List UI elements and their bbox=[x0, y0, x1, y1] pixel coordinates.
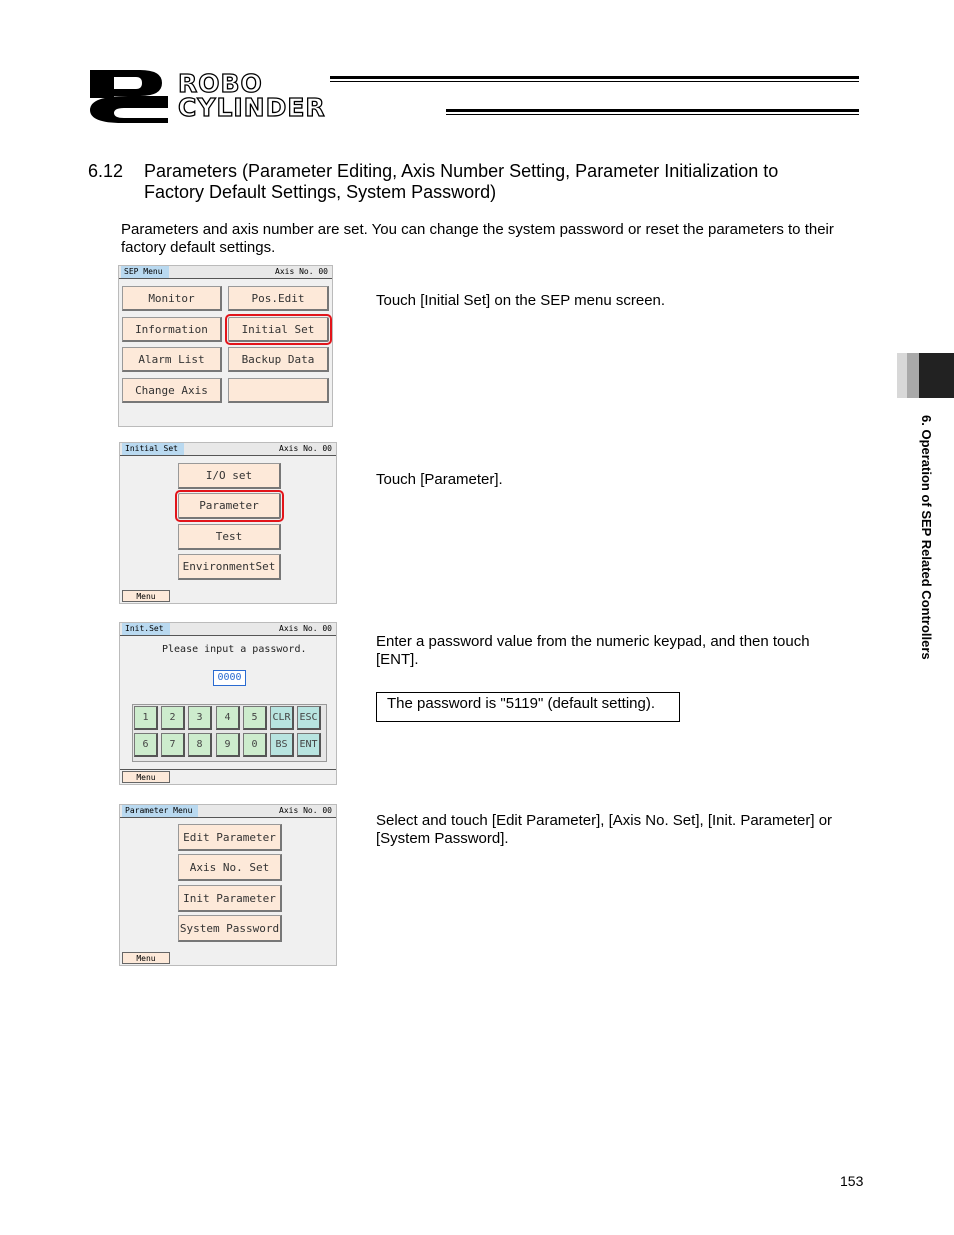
key-clr[interactable]: CLR bbox=[270, 706, 294, 730]
initial-set-screen bbox=[119, 442, 337, 604]
key-1[interactable]: 1 bbox=[134, 706, 158, 730]
key-2[interactable]: 2 bbox=[161, 706, 185, 730]
axis-number: Axis No. 00 bbox=[275, 267, 328, 276]
axis-number: Axis No. 00 bbox=[279, 806, 332, 815]
key-3[interactable]: 3 bbox=[188, 706, 212, 730]
header-rule-thin bbox=[330, 81, 859, 82]
menu-button[interactable]: Menu bbox=[122, 771, 170, 783]
key-8[interactable]: 8 bbox=[188, 733, 212, 757]
header-rule-lower bbox=[446, 109, 859, 112]
step2-text: Touch [Parameter]. bbox=[376, 471, 503, 488]
key-bs[interactable]: BS bbox=[270, 733, 294, 757]
screen-titlebar bbox=[120, 805, 336, 818]
section-number: 6.12 bbox=[88, 161, 124, 181]
intro-line2: factory default settings. bbox=[121, 239, 276, 256]
side-tab-block bbox=[919, 353, 954, 398]
screen-title: Init.Set bbox=[122, 623, 170, 635]
step3-text-line1: Enter a password value from the numeric keypad, and then touch bbox=[376, 633, 810, 650]
screen-title: Initial Set bbox=[122, 443, 184, 455]
screen-title: Parameter Menu bbox=[122, 805, 198, 817]
section-title-line1: Parameters (Parameter Editing, Axis Number Setting, Parameter Initialization to bbox=[144, 161, 779, 181]
sep-menu-screen bbox=[118, 265, 333, 427]
change-axis-button[interactable]: Change Axis bbox=[122, 378, 222, 403]
information-button[interactable]: Information bbox=[122, 317, 222, 342]
pos-edit-button[interactable]: Pos.Edit bbox=[228, 286, 329, 311]
step1-text: Touch [Initial Set] on the SEP menu screen. bbox=[376, 292, 666, 309]
side-tab-label: 6. Operation of SEP Related Controllers bbox=[919, 415, 934, 660]
parameter-button[interactable]: Parameter bbox=[178, 493, 281, 519]
password-note: The password is "5119" (default setting). bbox=[376, 692, 680, 722]
robo-cylinder-logo bbox=[88, 68, 170, 129]
backup-data-button[interactable]: Backup Data bbox=[228, 347, 329, 372]
section-title-line2: Factory Default Settings, System Password) bbox=[144, 182, 497, 202]
screen-divider bbox=[120, 769, 336, 770]
environment-set-button[interactable]: EnvironmentSet bbox=[178, 554, 281, 580]
key-7[interactable]: 7 bbox=[161, 733, 185, 757]
io-set-button[interactable]: I/O set bbox=[178, 463, 281, 489]
axis-number: Axis No. 00 bbox=[279, 624, 332, 633]
key-4[interactable]: 4 bbox=[216, 706, 240, 730]
key-0[interactable]: 0 bbox=[243, 733, 267, 757]
axis-no-set-button[interactable]: Axis No. Set bbox=[178, 854, 282, 881]
header-rule bbox=[330, 76, 859, 79]
password-screen bbox=[119, 622, 337, 785]
edit-parameter-button[interactable]: Edit Parameter bbox=[178, 824, 282, 851]
axis-number: Axis No. 00 bbox=[279, 444, 332, 453]
init-parameter-button[interactable]: Init Parameter bbox=[178, 885, 282, 912]
monitor-button[interactable]: Monitor bbox=[122, 286, 222, 311]
initial-set-button[interactable]: Initial Set bbox=[228, 317, 329, 342]
key-esc[interactable]: ESC bbox=[297, 706, 321, 730]
step4-text-line1: Select and touch [Edit Parameter], [Axis No. Set], [Init. Parameter] or bbox=[376, 812, 833, 829]
intro-line1: Parameters and axis number are set. You can change the system password or reset the parameters to their bbox=[121, 221, 834, 238]
password-field[interactable]: 0000 bbox=[213, 670, 246, 686]
menu-button[interactable]: Menu bbox=[122, 952, 170, 964]
header-rule-lower-thin bbox=[446, 114, 859, 115]
menu-button[interactable]: Menu bbox=[122, 590, 170, 602]
key-5[interactable]: 5 bbox=[243, 706, 267, 730]
key-9[interactable]: 9 bbox=[216, 733, 240, 757]
rc-logo-icon bbox=[88, 68, 170, 124]
screen-titlebar bbox=[119, 266, 332, 279]
key-ent[interactable]: ENT bbox=[297, 733, 321, 757]
side-tab-stripe bbox=[907, 353, 919, 398]
empty-button[interactable] bbox=[228, 378, 329, 403]
step3-text-line2: [ENT]. bbox=[376, 651, 419, 668]
page-number: 153 bbox=[840, 1173, 864, 1189]
logo-word-cylinder: CYLINDER bbox=[178, 93, 326, 122]
screen-title: SEP Menu bbox=[121, 266, 169, 278]
password-prompt: Please input a password. bbox=[162, 644, 307, 655]
system-password-button[interactable]: System Password bbox=[178, 915, 282, 942]
screen-titlebar bbox=[120, 443, 336, 456]
logo-word-robo: ROBO bbox=[178, 69, 263, 98]
key-6[interactable]: 6 bbox=[134, 733, 158, 757]
test-button[interactable]: Test bbox=[178, 524, 281, 550]
step4-text-line2: [System Password]. bbox=[376, 830, 509, 847]
side-tab-stripe bbox=[897, 353, 907, 398]
alarm-list-button[interactable]: Alarm List bbox=[122, 347, 222, 372]
parameter-menu-screen bbox=[119, 804, 337, 966]
screen-titlebar bbox=[120, 623, 336, 636]
